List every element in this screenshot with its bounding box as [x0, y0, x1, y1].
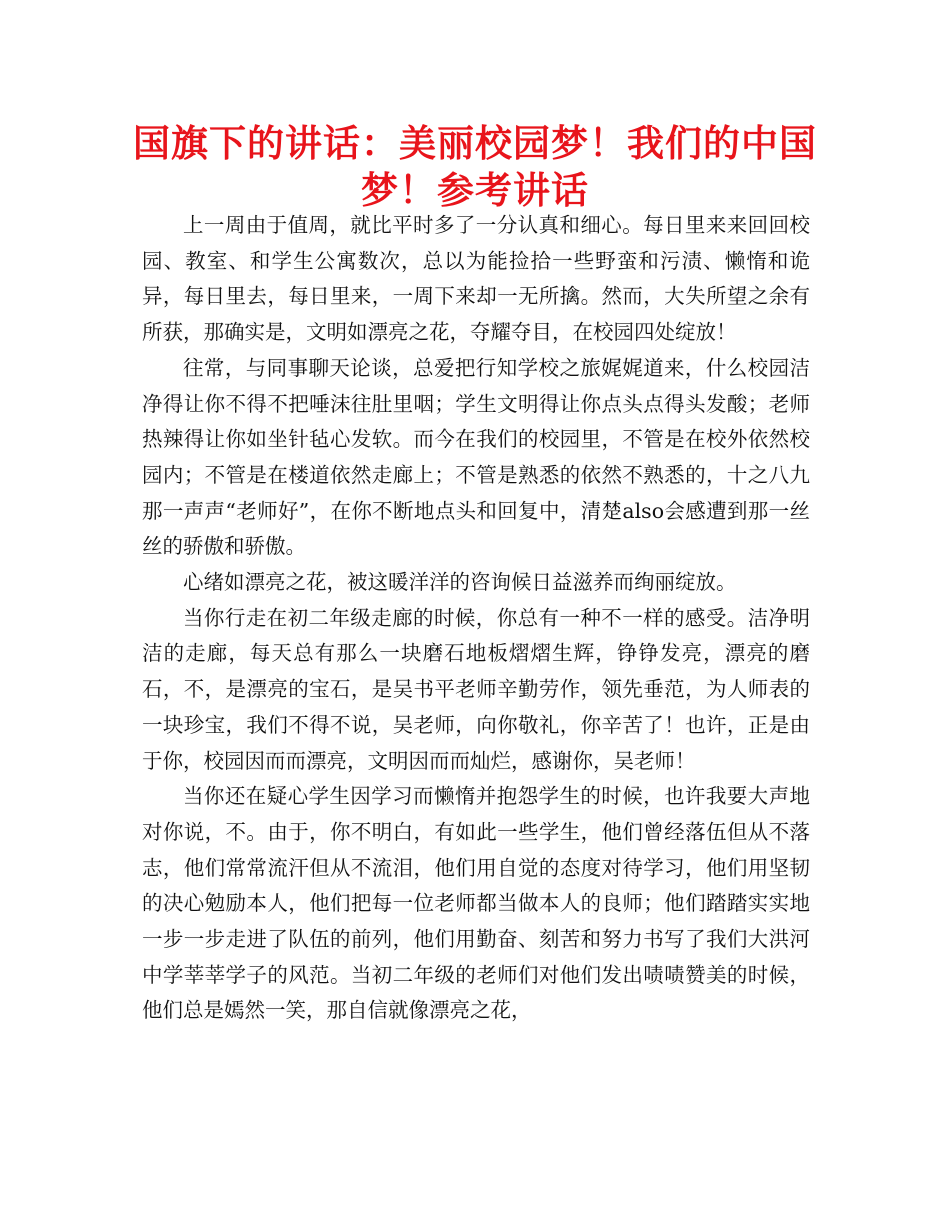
document-title: 国旗下的讲话：美丽校园梦！我们的中国梦！参考讲话	[133, 122, 817, 212]
document-body	[142, 208, 810, 1029]
paragraph: 心绪如漂亮之花，被这暖洋洋的咨询候日益滋养而绚丽绽放。	[183, 570, 737, 595]
paragraph: 往常，与同事聊天论谈，总爱把行知学校之旅娓娓道来，什么校园洁净得让你不得不把唾沫往肚里咽；学生文明得让你点头点得头发酸；老师热辣得让你如坐针毡心发软。而今在我们的校园里，不管是在校外依然校园内；不管是在楼道依然走廊上；不管是熟悉的依然不熟悉的，十之八九那一声声“老师好”，在你不断地点头和回复中，清楚also会感遭到那一丝丝的骄傲和骄傲。	[142, 355, 810, 559]
paragraph: 当你还在疑心学生因学习而懒惰并抱怨学生的时候，也许我要大声地对你说，不。由于，你不明白，有如此一些学生，他们曾经落伍但从不落志，他们常常流汗但从不流泪，他们用自觉的态度对待学习，他们用坚韧的决心勉励本人，他们把每一位老师都当做本人的良师；他们踏踏实实地一步一步走进了队伍的前列，他们用勤奋、刻苦和努力书写了我们大洪河中学莘莘学子的风范。当初二年级的老师们对他们发出啧啧赞美的时候，他们总是嫣然一笑，那自信就像漂亮之花，	[142, 784, 810, 1023]
paragraph: 上一周由于值周，就比平时多了一分认真和细心。每日里来来回回校园、教室、和学生公寓数次，总以为能捡拾一些野蛮和污渍、懒惰和诡异，每日里去，每日里来，一周下来却一无所擒。然而，大失所望之余有所获，那确实是，文明如漂亮之花，夺耀夺目，在校园四处绽放！	[142, 213, 810, 345]
paragraph: 当你行走在初二年级走廊的时候，你总有一种不一样的感受。洁净明洁的走廊，每天总有那么一块磨石地板熠熠生辉，铮铮发亮，漂亮的磨石，不，是漂亮的宝石，是吴书平老师辛勤劳作，领先垂范，为人师表的一块珍宝，我们不得不说，吴老师，向你敬礼，你辛苦了！也许，正是由于你，校园因而而漂亮，文明因而而灿烂，感谢你，吴老师！	[142, 605, 810, 773]
